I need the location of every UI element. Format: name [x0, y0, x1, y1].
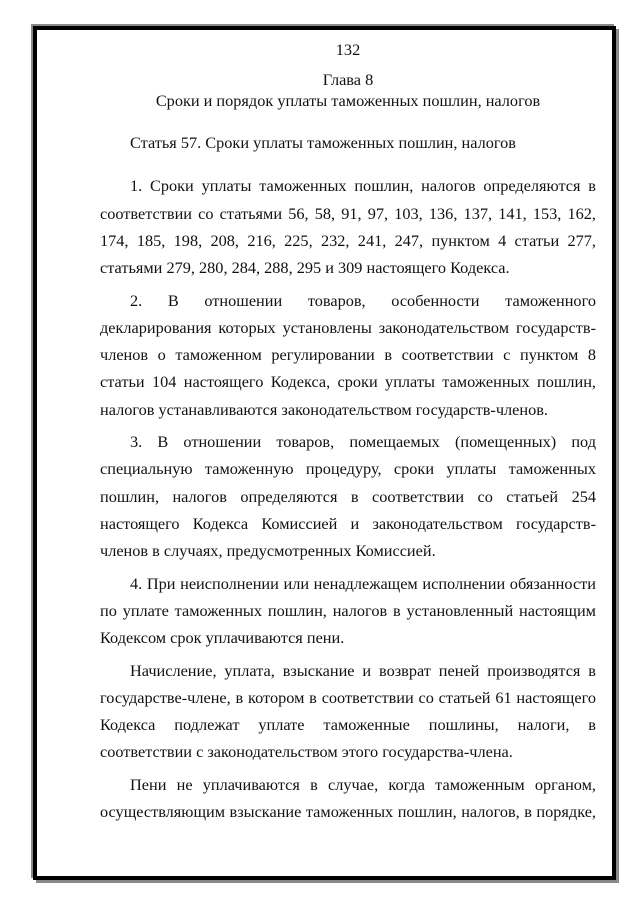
- chapter-title: Сроки и порядок уплаты таможенных пошлин, налогов: [155, 91, 541, 111]
- paragraph: Пени не уплачиваются в случае, когда таможенным органом, осуществляющим взыскание таможенных пошлин, налогов, в порядке,: [100, 775, 596, 822]
- paragraph: Начисление, уплата, взыскание и возврат пеней производятся в государстве-члене, в котором в соответствии со статьей 61 настоящего Кодекса подлежат уплате таможенные пошлины, налоги, в соответствии с законодательством этого государства-члена.: [100, 660, 596, 762]
- article-title: Статья 57. Сроки уплаты таможенных пошлин, налогов: [130, 133, 516, 153]
- chapter-label: Глава 8: [322, 70, 374, 90]
- page-number: 132: [335, 40, 361, 59]
- paragraph: 1. Сроки уплаты таможенных пошлин, налогов определяются в соответствии со статьями 56, 58, 91, 97, 103, 136, 137, 141, 153, 162, 174, 185, 198, 208, 216, 225, 232, 241, 247, пунктом 4 статьи 277, статьями 279, 280, 284, 288, 295 и 309 настоящего Кодекса.: [100, 176, 596, 278]
- paragraph: 3. В отношении товаров, помещаемых (помещенных) под специальную таможенную процедуру, сроки уплаты таможенных пошлин, налогов определяются в соответствии со статьей 254 настоящего Кодекса Комиссией и законодательством государств-членов в случаях, предусмотренных Комиссией.: [100, 432, 596, 561]
- paragraph: 2. В отношении товаров, особенности таможенного декларирования которых установлены законодательством государств-членов о таможенном регулировании в соответствии с пунктом 8 статьи 104 настоящего Кодекса, сроки уплаты таможенных пошлин, налогов устанавливаются законодательством государств-членов.: [100, 290, 596, 419]
- document-body: [100, 36, 596, 831]
- paragraph: 4. При неисполнении или ненадлежащем исполнении обязанности по уплате таможенных пошлин, налогов в установленный настоящим Кодексом срок уплачиваются пени.: [100, 573, 596, 648]
